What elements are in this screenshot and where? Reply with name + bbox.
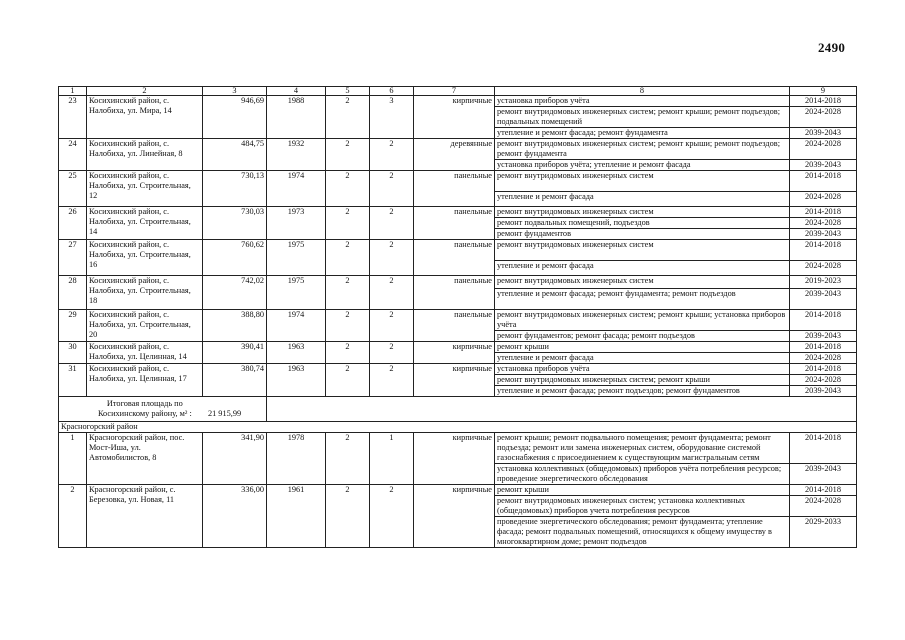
period-cell: 2024-2028 [790, 353, 857, 364]
work-description-cell: утепление и ремонт фасада; ремонт подъездов; ремонт фундаментов [495, 386, 790, 397]
district-heading: Красногорский район [59, 422, 857, 433]
work-description-cell: ремонт фундаментов [495, 229, 790, 240]
period-cell: 2039-2043 [790, 464, 857, 485]
col6-cell: 2 [370, 364, 414, 397]
period-cell: 2014-2018 [790, 171, 857, 192]
col-header: 7 [414, 87, 495, 96]
work-description-cell: утепление и ремонт фасада; ремонт фундамента [495, 128, 790, 139]
col-header: 5 [326, 87, 370, 96]
material-cell: кирпичные [414, 96, 495, 139]
material-cell: деревянные [414, 139, 495, 171]
period-cell: 2039-2043 [790, 386, 857, 397]
year-cell: 1978 [267, 433, 326, 485]
address-cell: Красногорский район, с. Березовка, ул. Новая, 11 [87, 485, 203, 548]
col5-cell: 2 [326, 433, 370, 485]
total-value: 21 915,99 [207, 409, 242, 418]
col-header: 6 [370, 87, 414, 96]
krasnogorsk-district-rows [59, 433, 857, 548]
address-cell: Косихинский район, с. Налобиха, ул. Строительная, 18 [87, 276, 203, 310]
table-row [59, 207, 857, 218]
year-cell: 1975 [267, 276, 326, 310]
year-cell: 1961 [267, 485, 326, 548]
col6-cell: 2 [370, 207, 414, 240]
col-header: 4 [267, 87, 326, 96]
year-cell: 1974 [267, 171, 326, 207]
area-cell: 390,41 [203, 342, 267, 364]
material-cell: панельные [414, 310, 495, 342]
row-number-cell: 26 [59, 207, 87, 240]
table-row [59, 96, 857, 107]
period-cell: 2024-2028 [790, 218, 857, 229]
table-row [59, 139, 857, 160]
col-header: 8 [495, 87, 790, 96]
year-cell: 1963 [267, 342, 326, 364]
period-cell: 2039-2043 [790, 229, 857, 240]
period-cell: 2019-2023 [790, 276, 857, 289]
area-cell: 730,13 [203, 171, 267, 207]
work-description-cell: ремонт внутридомовых инженерных систем [495, 240, 790, 261]
period-cell: 2014-2018 [790, 96, 857, 107]
work-description-cell: ремонт внутридомовых инженерных систем; ремонт крыши; ремонт подъездов; подвальных помещений [495, 107, 790, 128]
col5-cell: 2 [326, 207, 370, 240]
period-cell: 2039-2043 [790, 289, 857, 310]
table-row [59, 342, 857, 353]
year-cell: 1988 [267, 96, 326, 139]
work-description-cell: ремонт внутридомовых инженерных систем [495, 276, 790, 289]
col5-cell: 2 [326, 139, 370, 171]
row-number-cell: 29 [59, 310, 87, 342]
period-cell: 2024-2028 [790, 261, 857, 276]
work-description-cell: ремонт внутридомовых инженерных систем; ремонт крыши [495, 375, 790, 386]
year-cell: 1975 [267, 240, 326, 276]
page-number: 2490 [818, 40, 846, 55]
period-cell: 2024-2028 [790, 139, 857, 160]
address-cell: Косихинский район, с. Налобиха, ул. Целинная, 17 [87, 364, 203, 397]
table-row [59, 171, 857, 192]
work-description-cell: установка приборов учёта [495, 96, 790, 107]
work-description-cell: ремонт подвальных помещений, подъездов [495, 218, 790, 229]
col6-cell: 2 [370, 485, 414, 548]
period-cell: 2024-2028 [790, 107, 857, 128]
work-description-cell: утепление и ремонт фасада [495, 261, 790, 276]
period-cell: 2024-2028 [790, 496, 857, 517]
col5-cell: 2 [326, 96, 370, 139]
year-cell: 1974 [267, 310, 326, 342]
period-cell: 2014-2018 [790, 310, 857, 331]
work-description-cell: утепление и ремонт фасада [495, 192, 790, 207]
work-description-cell: установка коллективных (общедомовых) приборов учёта потребления ресурсов; проведение энергетического обследования [495, 464, 790, 485]
col6-cell: 2 [370, 240, 414, 276]
period-cell: 2014-2018 [790, 240, 857, 261]
row-number-cell: 24 [59, 139, 87, 171]
area-cell: 760,62 [203, 240, 267, 276]
address-cell: Косихинский район, с. Налобиха, ул. Строительная, 20 [87, 310, 203, 342]
period-cell: 2029-2033 [790, 517, 857, 548]
work-description-cell: ремонт внутридомовых инженерных систем [495, 171, 790, 192]
address-cell: Красногорский район, пос. Мост-Иша, ул. Автомобилистов, 8 [87, 433, 203, 485]
work-description-cell: ремонт внутридомовых инженерных систем; ремонт крыши; установка приборов учёта [495, 310, 790, 331]
material-cell: кирпичные [414, 364, 495, 397]
material-cell: кирпичные [414, 433, 495, 485]
material-cell: панельные [414, 276, 495, 310]
work-description-cell: ремонт внутридомовых инженерных систем; ремонт крыши; ремонт подъездов; ремонт фундамента [495, 139, 790, 160]
address-cell: Косихинский район, с. Налобиха, ул. Строительная, 16 [87, 240, 203, 276]
table-row [59, 485, 857, 496]
work-description-cell: ремонт крыши; ремонт подвального помещения; ремонт фундамента; ремонт подъезда; ремонт или замена инженерных систем, оборудование системой газоснабжения с присоединением к существующим магистральным сетям [495, 433, 790, 464]
area-cell: 742,02 [203, 276, 267, 310]
col6-cell: 2 [370, 171, 414, 207]
col6-cell: 2 [370, 139, 414, 171]
address-cell: Косихинский район, с. Налобиха, ул. Целинная, 14 [87, 342, 203, 364]
col6-cell: 2 [370, 276, 414, 310]
material-cell: кирпичные [414, 485, 495, 548]
col6-cell: 1 [370, 433, 414, 485]
work-description-cell: утепление и ремонт фасада; ремонт фундамента; ремонт подъездов [495, 289, 790, 310]
area-cell: 388,80 [203, 310, 267, 342]
material-cell: панельные [414, 207, 495, 240]
table-row [59, 276, 857, 289]
row-number-cell: 1 [59, 433, 87, 485]
col5-cell: 2 [326, 276, 370, 310]
area-cell: 336,00 [203, 485, 267, 548]
table-row [59, 433, 857, 464]
row-number-cell: 25 [59, 171, 87, 207]
row-number-cell: 2 [59, 485, 87, 548]
total-label-cell [59, 397, 267, 422]
row-number-cell: 30 [59, 342, 87, 364]
work-description-cell: ремонт фундаментов; ремонт фасада; ремонт подъездов [495, 331, 790, 342]
column-number-row [59, 87, 857, 96]
area-cell: 380,74 [203, 364, 267, 397]
row-number-cell: 31 [59, 364, 87, 397]
row-number-cell: 27 [59, 240, 87, 276]
col5-cell: 2 [326, 240, 370, 276]
material-cell: панельные [414, 240, 495, 276]
address-cell: Косихинский район, с. Налобиха, ул. Строительная, 12 [87, 171, 203, 207]
total-empty-cell [267, 397, 857, 422]
year-cell: 1963 [267, 364, 326, 397]
year-cell: 1932 [267, 139, 326, 171]
area-cell: 484,75 [203, 139, 267, 171]
work-description-cell: проведение энергетического обследования; ремонт фундамента; утепление фасада; ремонт подвальных помещений, относящихся к общему имуществу в многоквартирном доме; ремонт подъездов [495, 517, 790, 548]
total-label: Итоговая площадь по Косихинскому району, м² : [97, 399, 192, 418]
col6-cell: 2 [370, 310, 414, 342]
col5-cell: 2 [326, 342, 370, 364]
material-cell: панельные [414, 171, 495, 207]
work-description-cell: установка приборов учёта; утепление и ремонт фасада [495, 160, 790, 171]
period-cell: 2024-2028 [790, 375, 857, 386]
table-row [59, 364, 857, 375]
table-row [59, 310, 857, 331]
material-cell: кирпичные [414, 342, 495, 364]
col-header: 3 [203, 87, 267, 96]
period-cell: 2039-2043 [790, 160, 857, 171]
total-row [59, 397, 857, 422]
col-header: 1 [59, 87, 87, 96]
kosikha-district-rows [59, 96, 857, 397]
period-cell: 2014-2018 [790, 433, 857, 464]
work-description-cell: ремонт крыши [495, 485, 790, 496]
row-number-cell: 23 [59, 96, 87, 139]
address-cell: Косихинский район, с. Налобиха, ул. Мира, 14 [87, 96, 203, 139]
period-cell: 2024-2028 [790, 192, 857, 207]
area-cell: 341,90 [203, 433, 267, 485]
period-cell: 2014-2018 [790, 207, 857, 218]
year-cell: 1973 [267, 207, 326, 240]
work-description-cell: ремонт крыши [495, 342, 790, 353]
area-cell: 946,69 [203, 96, 267, 139]
col6-cell: 3 [370, 96, 414, 139]
district-heading-row [59, 422, 857, 433]
col5-cell: 2 [326, 310, 370, 342]
row-number-cell: 28 [59, 276, 87, 310]
period-cell: 2039-2043 [790, 331, 857, 342]
period-cell: 2039-2043 [790, 128, 857, 139]
work-description-cell: установка приборов учёта [495, 364, 790, 375]
col-header: 2 [87, 87, 203, 96]
period-cell: 2014-2018 [790, 342, 857, 353]
col5-cell: 2 [326, 171, 370, 207]
col5-cell: 2 [326, 485, 370, 548]
building-register-table [58, 86, 857, 548]
address-cell: Косихинский район, с. Налобиха, ул. Строительная, 14 [87, 207, 203, 240]
table-row [59, 240, 857, 261]
col5-cell: 2 [326, 364, 370, 397]
period-cell: 2014-2018 [790, 364, 857, 375]
col-header: 9 [790, 87, 857, 96]
col6-cell: 2 [370, 342, 414, 364]
address-cell: Косихинский район, с. Налобиха, ул. Линейная, 8 [87, 139, 203, 171]
work-description-cell: утепление и ремонт фасада [495, 353, 790, 364]
period-cell: 2014-2018 [790, 485, 857, 496]
work-description-cell: ремонт внутридомовых инженерных систем [495, 207, 790, 218]
area-cell: 730,03 [203, 207, 267, 240]
work-description-cell: ремонт внутридомовых инженерных систем; установка коллективных (общедомовых) приборов учета потребления ресурсов [495, 496, 790, 517]
